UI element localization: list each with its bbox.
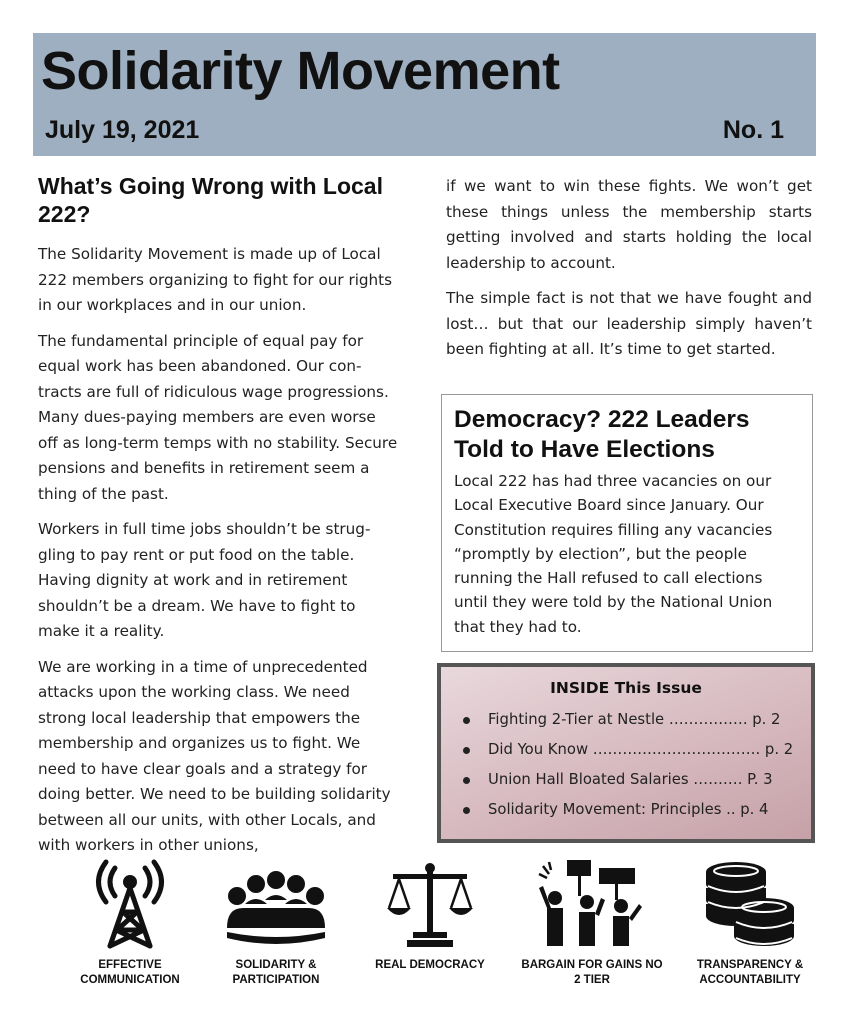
article-paragraph: The fundamental principle of equal pay for equal work has been abandoned. Our contracts are full of ridiculous wage progressions. Many dues-paying members are even worse off as long-term temps with no stability. Secure pensions and benefits in retirement seem a thing of the past. — [38, 331, 398, 503]
newsletter-title: Solidarity Movement — [41, 41, 560, 101]
article-right-column — [446, 174, 812, 373]
inside-item-label: Union Hall Bloated Salaries ………. P. 3 — [488, 771, 773, 788]
principle-label: TRANSPARENCY & ACCOUNTABILITY — [696, 959, 804, 986]
article-headline: What’s Going Wrong with Local 222? — [38, 173, 383, 227]
bullet-icon — [463, 777, 470, 784]
principle-transparency — [675, 858, 825, 988]
principle-solidarity — [201, 858, 351, 988]
coin-stacks-icon — [700, 858, 800, 950]
article-paragraph: We are working in a time of unprecedented attacks upon the working class. We need strong local leadership that empowers the membership and organizes us to fight. We need to have clear goals and a strategy for doing better. We need to be building solidarity between all our units, with other Locals, and with workers in other unions, — [38, 657, 391, 854]
inside-item[interactable] — [455, 735, 797, 765]
antenna-tower-icon — [85, 858, 175, 950]
inside-item[interactable] — [455, 765, 797, 795]
protest-signs-icon — [537, 858, 647, 950]
issue-date: July 19, 2021 — [45, 116, 200, 144]
inside-item-label: Solidarity Movement: Principles .. p. 4 — [488, 801, 769, 818]
principle-democracy — [355, 858, 505, 973]
bullet-icon — [463, 807, 470, 814]
principle-label: REAL DEMOCRACY — [375, 959, 485, 971]
masthead — [33, 33, 816, 156]
inside-list — [455, 705, 797, 825]
principles-icons-row — [55, 858, 825, 998]
inside-item-label: Fighting 2-Tier at Nestle ……………. p. 2 — [488, 711, 781, 728]
principle-label: EFFECTIVE COMMUNICATION — [80, 959, 180, 986]
article-paragraph: Workers in full time jobs shouldn’t be struggling to pay rent or put food on the table. Having dignity at work and in retirement shouldn’t be a dream. We have to fight to make it a reality. — [38, 520, 371, 640]
article-paragraph: The simple fact is not that we have fought and lost… but that our leadership simply haven’t been fighting at all. It’s time to get started. — [446, 289, 812, 358]
inside-item[interactable] — [455, 705, 797, 735]
inside-item-label: Did You Know ……………………………. p. 2 — [488, 741, 794, 758]
inside-title: INSIDE This Issue — [550, 679, 702, 697]
bullet-icon — [463, 747, 470, 754]
issue-number: No. 1 — [722, 116, 784, 144]
sidebar-headline: Democracy? 222 Leaders Told to Have Elections — [454, 406, 750, 463]
article-paragraph: if we want to win these fights. We won’t get these things unless the membership starts getting involved and starts holding the local leadership to account. — [446, 177, 812, 272]
group-meeting-icon — [221, 858, 331, 950]
scales-icon — [385, 858, 475, 950]
principle-communication — [55, 858, 205, 988]
democracy-sidebar — [441, 394, 813, 652]
bullet-icon — [463, 717, 470, 724]
principle-bargain — [517, 858, 667, 988]
principle-label: SOLIDARITY & PARTICIPATION — [232, 959, 320, 986]
inside-item[interactable] — [455, 795, 797, 825]
article-paragraph: The Solidarity Movement is made up of Local 222 members organizing to fight for our rights in our workplaces and in our union. — [38, 245, 393, 314]
inside-this-issue-box — [437, 663, 815, 843]
article-left-column — [38, 172, 398, 869]
principle-label: BARGAIN FOR GAINS NO 2 TIER — [521, 959, 663, 986]
sidebar-text: Local 222 has had three vacancies on our Local Executive Board since January. Our Constitution requires filling any vacancies “promptly by election”, but the people running the Hall refused to call elections until they were told by the National Union that they had to. — [454, 472, 773, 636]
